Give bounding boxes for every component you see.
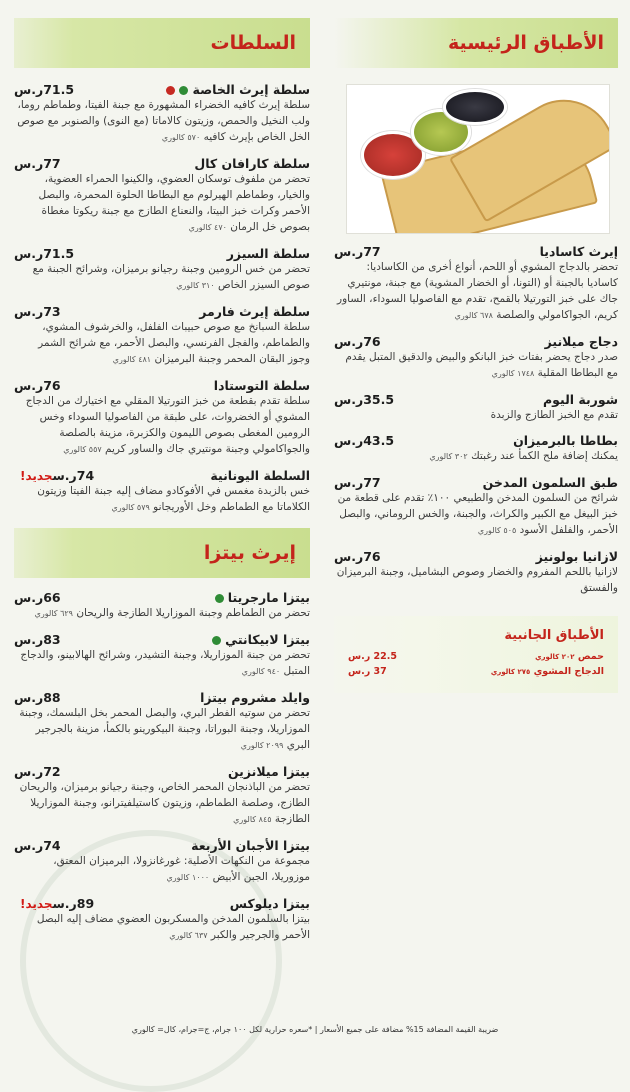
menu-item-name: السلطة اليونانية [210, 468, 310, 483]
menu-item-price: 89ر.س [52, 896, 95, 911]
menu-item-price-wrap [14, 690, 61, 705]
menu-item [14, 690, 310, 754]
menu-item-calories: ٦٢٩ كالوري [34, 609, 73, 618]
pizza-title: إيرث بيتزا [203, 542, 296, 564]
menu-item-calories: ١٠٠٠ كالوري [166, 873, 210, 882]
menu-item-name: طبق السلمون المدخن [482, 475, 618, 490]
menu-item-description: تحضر من ملفوف توسكان العضوي، والكينوا الحمراء العضوية، والخيار، وطماطم الهيرلوم مع البطاطا الحلوة المحمرة، والبصل الأحمر وكرات خبز البيتا، والنعناع الطازج مع جبنة ريكوتا مغطاة بصوص خل الرمان ٤٧٠ كالوري [38, 173, 310, 233]
menu-item [14, 82, 310, 146]
side-dish-row [348, 651, 604, 662]
menu-item-calories: ٦٣٧ كالوري [169, 931, 208, 940]
menu-item-header [14, 896, 310, 911]
menu-item-name: وايلد مشروم بيتزا [200, 690, 310, 705]
menu-item-description: مجموعة من النكهات الأصلية: غورغانزولا، البرميزان المعتق، موزوريلا، الجبن الأبيض ١٠٠٠ كالوري [53, 855, 310, 883]
menu-item-price-wrap [14, 378, 61, 393]
menu-item-description: سلطة تقدم بقطعة من خبز التورتيلا المقلي مع اختيارك من الدجاج المشوي أو الخضروات، على طبقة من الفاصوليا السوداء وخس الرومين المغطى بصوص الليمون والكزبرة، مزينة بالصلصة والجواكامولي وجبنة مونتيري جاك والساور كريم ٥٥٧ كالوري [25, 395, 310, 455]
menu-item-header [14, 304, 310, 319]
menu-item-description: سلطة إيرث كافيه الخضراء المشهورة مع جبنة الفيتا، وطماطم روما، ولب النخيل والحمص، وزيتون كالاماتا (مع النوى) والصنوبر مع صوص الخل الخاص بإيرث كافيه ٥٧٠ كالوري [17, 99, 310, 143]
menu-item-header [334, 549, 618, 564]
menu-item [334, 392, 618, 423]
menu-item [14, 632, 310, 680]
menu-item-calories: ١٧٤٨ كالوري [491, 369, 535, 378]
menu-item-price: 71.5ر.س [14, 246, 75, 261]
menu-item-price: 43.5ر.س [334, 433, 395, 448]
menu-item-description: تحضر من سوتيه الفطر البري، والبصل المحمر بخل البلسمك، وجبنة الموزاريلا، وجبنة البوراتا، وجبنة البيكورينو بالكمأ، مزينة بالجرجير البري ٢٠٩٩ كالوري [19, 707, 310, 751]
side-dish-name-wrap [535, 651, 604, 662]
tax-footer: ضريبة القيمة المضافة 15% مضافة على جميع الأسعار | *سعره حرارية لكل ١٠٠ جرام، ج=جرام، كال= كالوري [131, 1025, 499, 1034]
menu-item-name: لازانيا بولونيز [535, 549, 618, 564]
menu-item-price: 76ر.س [334, 334, 381, 349]
menu-item-price: 74ر.س [52, 468, 95, 483]
menu-item-description: تحضر من خس الرومين وجبنة رجيانو برميزان، وشرائح الجبنة مع صوص السيزر الخاص ٣١٠ كالوري [32, 263, 310, 291]
menu-item [14, 896, 310, 944]
side-dish-name-wrap [491, 666, 604, 677]
menu-item-name: سلطة التوستادا [213, 378, 310, 393]
new-badge: جديد! [20, 897, 53, 911]
menu-item-name: بيتزا ميلانزين [227, 764, 310, 779]
main-dishes-column [334, 18, 618, 693]
menu-item [334, 433, 618, 465]
side-dish-row [348, 666, 604, 677]
menu-item-header [14, 590, 310, 605]
menu-item-calories: ٢٠٩٩ كالوري [240, 741, 284, 750]
menu-item-header [14, 378, 310, 393]
menu-item-calories: ٥٥٧ كالوري [63, 445, 102, 454]
menu-item-description: خس بالزبدة مغمس في الأفوكادو مضاف إليه جبنة الفيتا وزيتون الكلاماتا مع الطماطم وخل الأوريجانو ٥٧٩ كالوري [37, 485, 310, 513]
menu-item-price-wrap [334, 475, 381, 490]
menu-item-name: بيتزا ديلوكس [229, 896, 310, 911]
menu-item-price: 76ر.س [14, 378, 61, 393]
beans-bowl [443, 89, 507, 125]
menu-item-description: شرائح من السلمون المدخن والطبيعي ١٠٠٪ تقدم على قطعة من خبز البيغل مع الكبير والكراث، والجبنة، والخس الروماني، والبصل الأحمر، والفلفل الأسود ٥٠٥ كالوري [337, 492, 618, 536]
menu-item-name: سلطة إيرث الخاصة [166, 82, 310, 97]
menu-item [14, 590, 310, 622]
menu-item [14, 378, 310, 458]
side-dish-price: 37 ر.س [348, 666, 387, 677]
menu-item-name: بطاطا بالبرميزان [513, 433, 618, 448]
menu-item [14, 468, 310, 516]
menu-item-price: 77ر.س [14, 156, 61, 171]
menu-item [14, 764, 310, 828]
menu-item-header [334, 244, 618, 259]
menu-item-price: 35.5ر.س [334, 392, 395, 407]
menu-item [14, 304, 310, 368]
menu-item-price: 77ر.س [334, 475, 381, 490]
menu-item-price: 77ر.س [334, 244, 381, 259]
menu-item-price-wrap [14, 468, 94, 483]
menu-item-price-wrap [14, 156, 61, 171]
new-badge: جديد! [20, 469, 53, 483]
menu-item-description: تقدم مع الخبز الطازج والزبدة [490, 409, 618, 421]
menu-item-price-wrap [14, 246, 74, 261]
menu-item-header [14, 838, 310, 853]
menu-item-price-wrap [334, 244, 381, 259]
menu-item-name: سلطة السيزر [226, 246, 310, 261]
menu-item-price-wrap [14, 838, 61, 853]
menu-item-calories: ٦٧٨ كالوري [454, 311, 493, 320]
salads-list [14, 82, 310, 516]
menu-item-name: سلطة إيرث فارمر [199, 304, 310, 319]
menu-item-name: دجاج ميلانيز [544, 334, 618, 349]
side-dishes-box [334, 616, 618, 693]
menu-item-description: صدر دجاج يحضر بفتات خبز البانكو والبيض والدقيق المتبل يقدم مع البطاطا المقلية ١٧٤٨ كالوري [345, 351, 618, 379]
vegetarian-icon [179, 86, 188, 95]
menu-item-calories: ٩٤٠ كالوري [241, 667, 281, 676]
menu-item-price: 83ر.س [14, 632, 61, 647]
menu-item-price: 73ر.س [14, 304, 61, 319]
menu-item-price-wrap [334, 334, 381, 349]
main-dishes-list [334, 244, 618, 596]
menu-item-price: 76ر.س [334, 549, 381, 564]
side-dish-name: حمص [577, 651, 604, 662]
menu-item-price: 72ر.س [14, 764, 61, 779]
menu-item-calories: ٣١٠ كالوري [176, 281, 215, 290]
menu-item-price: 71.5ر.س [14, 82, 75, 97]
menu-item-header [334, 334, 618, 349]
menu-item-name: إيرث كاساديا [539, 244, 618, 259]
menu-item-price-wrap [334, 433, 394, 448]
menu-item-price-wrap [14, 632, 61, 647]
menu-item-header [14, 468, 310, 483]
menu-item-description: يمكنك إضافة ملح الكمأ عند رغبتك ٣٠٢ كالوري [429, 450, 618, 462]
menu-item-name: شوربة اليوم [542, 392, 618, 407]
side-dishes-title: الأطباق الجانبية [504, 628, 604, 643]
menu-item-calories: ٤٨١ كالوري [112, 355, 152, 364]
menu-item-name: بيتزا لابيكانتي [212, 632, 310, 647]
menu-item [334, 475, 618, 539]
menu-item-price-wrap [14, 590, 61, 605]
menu-item-calories: ٣٠٢ كالوري [429, 452, 468, 461]
side-dishes-list [348, 651, 604, 677]
vegetarian-icon [215, 594, 224, 603]
menu-item-calories: ٤٧٠ كالوري [188, 223, 227, 232]
salads-pizza-column [14, 18, 310, 954]
spicy-icon [166, 86, 175, 95]
pizza-list [14, 590, 310, 944]
quesadilla-photo [346, 84, 610, 234]
menu-item-description: لازانيا باللحم المفروم والخضار وصوص البشاميل، وجبنة البرميزان والفستق [336, 566, 618, 594]
menu-item-calories: ٥٠٥ كالوري [477, 526, 517, 535]
menu-item [334, 549, 618, 596]
menu-item-header [334, 475, 618, 490]
menu-item [14, 246, 310, 294]
menu-item-header [334, 433, 618, 448]
menu-item [334, 244, 618, 324]
menu-item [334, 334, 618, 382]
side-dish-calories: ٢٠٢ كالوري [535, 653, 575, 661]
side-dish-calories: ٢٧٥ كالوري [490, 668, 531, 676]
menu-item-description: تحضر من جبنة الموزاريلا، وجبنة التشيدر، وشرائح الهالابينو، والدجاج المتبل ٩٤٠ كالوري [20, 649, 310, 677]
menu-item-calories: ٥٧٩ كالوري [111, 503, 150, 512]
menu-item-name: سلطة كارافان كال [194, 156, 310, 171]
menu-item-description: سلطة السبانخ مع صوص حبيبات الفلفل، والخرشوف المشوي، والطماطم، والفجل الفرنسي، والبصل الأحمر، مع شرائح الشمر وجوز البقان المحمر وجبنة البرميزان ٤٨١ كالوري [38, 321, 310, 365]
menu-item-description: تحضر من الطماطم وجبنة الموزاريلا الطازجة والريحان ٦٢٩ كالوري [34, 607, 310, 619]
main-dishes-banner [334, 18, 618, 68]
menu-item-calories: ٥٧٠ كالوري [161, 133, 201, 142]
menu-item-calories: ٨٤٥ كالوري [233, 815, 272, 824]
pizza-banner [14, 528, 310, 578]
menu-item-description: تحضر بالدجاج المشوي أو اللحم، أنواع أخرى من الكاساديا: كاساديا بالجبنة أو (التونا، أو الخضار المشوية) مع جبنة، مونتيري جاك على خبز التورتيلا بالقمح، تقدم مع الفاصوليا السوداء، الساور كريم، الجواكامولي والصلصة ٦٧٨ كالوري [337, 261, 618, 321]
menu-item-header [14, 632, 310, 647]
menu-item-header [14, 156, 310, 171]
menu-item-price-wrap [14, 896, 94, 911]
menu-item-price-wrap [334, 392, 394, 407]
vegetarian-icon [212, 636, 221, 645]
menu-item-name: بيتزا مارجريتا [215, 590, 310, 605]
salads-banner [14, 18, 310, 68]
menu-item-header [14, 246, 310, 261]
menu-item-header [14, 764, 310, 779]
menu-item-price-wrap [14, 304, 61, 319]
menu-item [14, 838, 310, 886]
side-dish-price: 22.5 ر.س [348, 651, 397, 662]
menu-item-price: 88ر.س [14, 690, 61, 705]
menu-item-description: تحضر من الباذنجان المحمر الخاص، وجبنة رجيانو برميزان، والريحان الطازج، وصلصة الطماطم، وزيتون كاستيلفيترانو، وجبنة الموزاريلا الطازجة ٨٤٥ كالوري [19, 781, 310, 825]
menu-item-price-wrap [14, 82, 74, 97]
menu-item-price: 66ر.س [14, 590, 61, 605]
menu-item-header [14, 690, 310, 705]
menu-item-price-wrap [14, 764, 61, 779]
menu-item-header [14, 82, 310, 97]
menu-item [14, 156, 310, 236]
menu-item-header [334, 392, 618, 407]
side-dish-name: الدجاج المشوي [533, 666, 604, 677]
menu-item-name: بيتزا الأجبان الأربعة [191, 838, 310, 853]
menu-item-price: 74ر.س [14, 838, 61, 853]
salads-title: السلطات [210, 32, 296, 54]
menu-item-price-wrap [334, 549, 381, 564]
main-dishes-title: الأطباق الرئيسية [447, 32, 604, 54]
menu-item-description: بيتزا بالسلمون المدخن والمسكربون العضوي مضاف إليه البصل الأحمر والجرجير والكبر ٦٣٧ كالوري [36, 913, 310, 941]
